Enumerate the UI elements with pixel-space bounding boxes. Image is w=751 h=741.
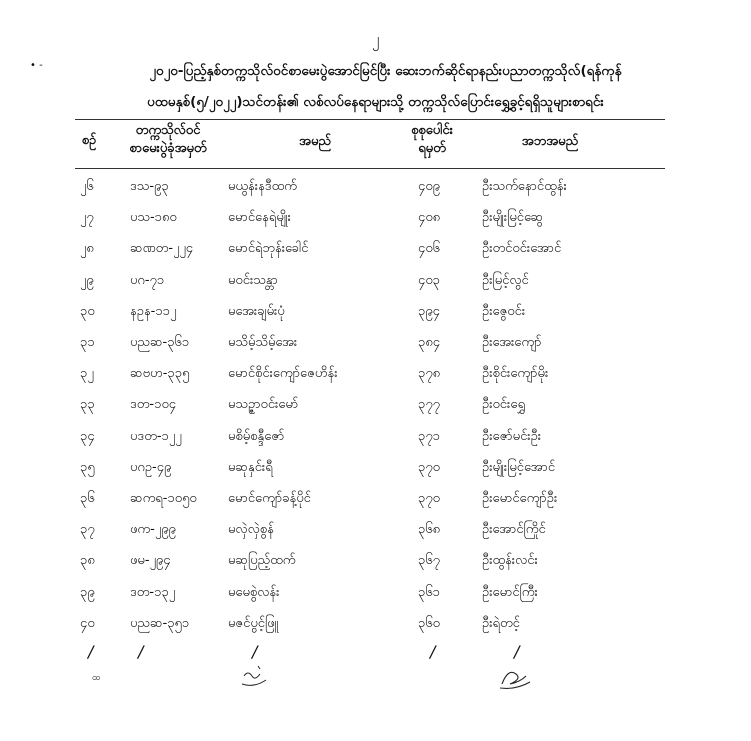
cell-serial-number: ၂၉ [80, 272, 94, 288]
cell-father-name: ဦးမျိုးမြင့်ဆွေ [482, 210, 544, 226]
table-row [0, 583, 751, 614]
header-total-marks-line-2: ရမှတ် [418, 141, 446, 156]
cell-father-name: ဦးရဲတင့် [482, 615, 520, 631]
header-father-name: အဘအမည် [521, 134, 579, 149]
cell-serial-number: ၃၄ [80, 428, 95, 444]
cell-total-marks: ၃၆၇ [418, 553, 440, 569]
table-row [0, 551, 751, 582]
cell-exam-seat-number: ပဂဥ-၄၉ [130, 459, 172, 475]
cell-serial-number: ၄၀ [80, 615, 95, 631]
cell-father-name: ဦးမောင်ကြီး [482, 584, 538, 600]
ditto-marks-row [0, 642, 751, 662]
cell-total-marks: ၄၀၆ [418, 241, 440, 257]
cell-total-marks: ၃၈၄ [418, 335, 441, 350]
page-number: ၂ [371, 30, 380, 48]
cell-exam-seat-number: ပဒတ-၁၂၂ [130, 428, 182, 444]
cell-total-marks: ၃၆၈ [418, 522, 441, 538]
cell-name: မစိမ့်စန္ဒီဇော် [228, 428, 285, 444]
document-title-line-2: ပထမနှစ်(၅/၂၀၂၂)သင်တန်း၏ လစ်လပ်နေရာများသို့ တက္ကသိုလ်ပြောင်းရွှေ့ခွင့်ရရှိသူများစာရင်း [147, 94, 604, 110]
cell-name: မသဉ္ဇာဝင်းမော် [228, 397, 299, 413]
ditto-mark: / [88, 642, 94, 661]
cell-serial-number: ၃၇ [80, 522, 95, 538]
initials-mark: ထ [92, 673, 101, 683]
header-exam-seat-number [108, 122, 228, 158]
cell-name: မောင်နေရဲမျိုး [228, 210, 291, 226]
cell-total-marks: ၃၇၁ [418, 428, 440, 444]
cell-serial-number: ၃၅ [80, 459, 95, 475]
cell-exam-seat-number: ပသ-၁၈၀ [130, 210, 177, 226]
cell-name: မဇင်ပွင့်ဖြူ [228, 615, 279, 631]
cell-serial-number: ၃၃ [80, 397, 95, 413]
cell-father-name: ဦးဇော်မင်းဦး [482, 428, 542, 444]
ditto-mark: / [514, 642, 520, 661]
table-row [0, 302, 751, 333]
cell-total-marks: ၃၆၁ [418, 584, 440, 600]
cell-total-marks: ၄၀၃ [418, 272, 440, 288]
cell-serial-number: ၃၀ [80, 303, 95, 319]
cell-total-marks: ၄၀၉ [418, 179, 440, 194]
cell-serial-number: ၃၈ [80, 553, 95, 569]
cell-name: မအေးချမ်းပုံ [228, 303, 285, 319]
cell-father-name: ဦးထွန်းလင်း [482, 553, 538, 569]
cell-name: မမေစွဲလန်း [228, 584, 280, 600]
cell-name: မလှဲလှဲစွန် [228, 522, 274, 538]
table-row [0, 427, 751, 458]
cell-total-marks: ၃၉၄ [418, 303, 440, 319]
table-row [0, 520, 751, 551]
cell-name: မယွန်းနဒီထက် [228, 179, 297, 194]
table-row [0, 364, 751, 395]
cell-exam-seat-number: ဆကရ-၁၀၅၀ [130, 491, 197, 506]
cell-exam-seat-number: ဒသ-၉၃ [130, 179, 169, 194]
table-row [0, 489, 751, 520]
cell-father-name: ဦးအေးကျော် [482, 335, 542, 350]
cell-father-name: ဦးအောင်ကြိုင် [482, 522, 546, 538]
table-row [0, 458, 751, 489]
header-total-marks [392, 122, 472, 158]
table-header-rule [75, 168, 665, 169]
header-exam-seat-line-1: တက္ကသိုလ်ဝင် [135, 123, 201, 138]
cell-father-name: ဦးဇွေဝင်း [482, 303, 526, 319]
ditto-mark: / [252, 642, 258, 661]
cell-exam-seat-number: ဒတ-၁၀၄ [130, 397, 177, 413]
signature-middle [238, 662, 278, 690]
cell-serial-number: ၂၆ [80, 179, 94, 194]
cell-father-name: ဦးမောင်ကျော်ဦး [482, 491, 558, 506]
table-top-rule [75, 119, 665, 120]
document-title-line-1: ၂၀၂၀-ပြည့်နှစ်တက္ကသိုလ်ဝင်စာမေးပွဲအောင်မြင်ပြီး ဆေးဘက်ဆိုင်ရာနည်းပညာတက္ကသိုလ်(ရန်ကုန် [149, 63, 622, 79]
table-row [0, 395, 751, 426]
cell-father-name: ဦးတင်ဝင်းအောင် [482, 241, 562, 257]
cell-name: မဆုနှင်းရီ [228, 459, 273, 475]
table-row [0, 177, 751, 208]
cell-name: မောင်စိုင်းကျော်ဇေဟိန်း [228, 366, 338, 382]
cell-father-name: ဦးဝင်းရွှေ [482, 397, 526, 413]
cell-exam-seat-number: ဖမ-၂၉၄ [130, 553, 171, 569]
cell-exam-seat-number: ပညဆ-၃၆၁ [130, 335, 190, 350]
cell-exam-seat-number: ဖက-၂၉၉ [130, 522, 176, 538]
cell-total-marks: ၃၇၀ [418, 491, 440, 506]
cell-exam-seat-number: ဆဗဟ-၃၃၅ [130, 366, 190, 382]
cell-serial-number: ၃၉ [80, 584, 95, 600]
cell-total-marks: ၃၆၀ [418, 615, 440, 631]
cell-total-marks: ၃၇၈ [418, 366, 441, 382]
cell-serial-number: ၃၂ [80, 366, 94, 382]
cell-total-marks: ၃၇၇ [418, 397, 440, 413]
cell-total-marks: ၃၇၀ [418, 459, 440, 475]
cell-serial-number: ၃၁ [80, 335, 95, 350]
cell-father-name: ဦးမျိုးမြင့်အောင် [482, 459, 556, 475]
cell-name: မဆုပြည့်ထက် [228, 553, 296, 569]
cell-exam-seat-number: ပညဆ-၃၅၁ [130, 615, 190, 631]
cell-serial-number: ၂၈ [80, 241, 94, 257]
cell-name: မသိမ့်သိမ့်အေး [228, 335, 298, 350]
stray-mark: • - [30, 60, 43, 71]
table-row [0, 271, 751, 302]
cell-total-marks: ၄၀၈ [418, 210, 441, 226]
cell-father-name: ဦးသက်နောင်ထွန်း [482, 179, 567, 194]
cell-name: မောင်ကျော်ခန့်ပိုင် [228, 491, 311, 506]
cell-serial-number: ၃၆ [80, 491, 95, 506]
header-total-marks-line-1: စုစုပေါင်း [411, 123, 453, 138]
table-row [0, 333, 751, 364]
cell-serial-number: ၂၇ [80, 210, 94, 226]
cell-exam-seat-number: ဆဏတ-၂၂၄ [130, 241, 194, 257]
cell-name: မောင်ရဲဘုန်းခေါင် [228, 241, 309, 257]
cell-exam-seat-number: ဒတ-၁၃၂ [130, 584, 176, 600]
cell-exam-seat-number: ပဂ-၇၁ [130, 272, 165, 288]
cell-name: မဝင်းသန္တာ [228, 272, 278, 288]
table-row [0, 208, 751, 239]
ditto-mark: / [430, 642, 436, 661]
header-exam-seat-line-2: စာမေးပွဲခုံအမှတ် [129, 141, 207, 156]
cell-exam-seat-number: နဥန-၁၁၂ [130, 303, 177, 319]
table-row [0, 239, 751, 270]
table-row [0, 614, 751, 645]
header-serial-number: စဉ် [81, 133, 97, 148]
cell-father-name: ဦးစိုင်းကျော်မိုး [482, 366, 549, 382]
signature-right [494, 662, 538, 692]
header-name: အမည် [299, 134, 331, 149]
cell-father-name: ဦးမြင့်လွင် [482, 272, 529, 288]
ditto-mark: / [138, 642, 144, 661]
